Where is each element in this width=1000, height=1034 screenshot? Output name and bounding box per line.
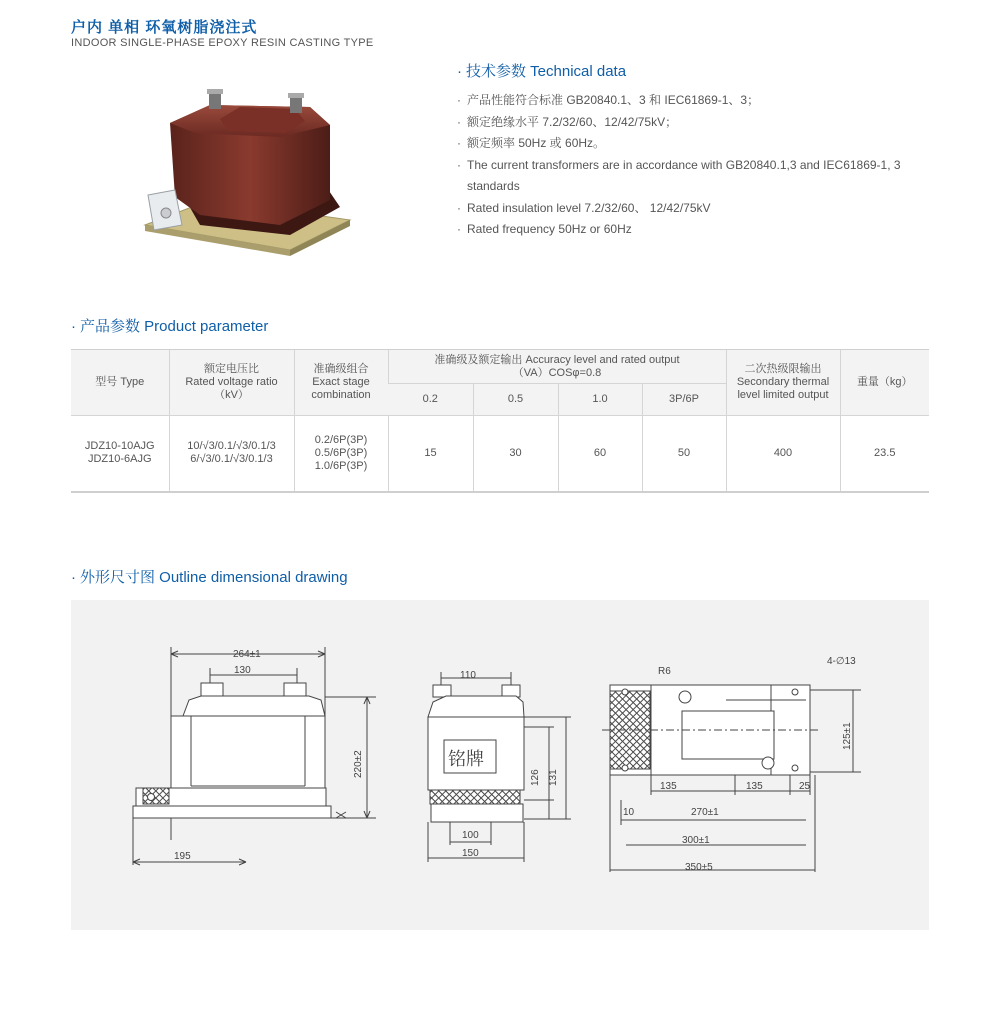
tech-item: · 产品性能符合标准 GB20840.1、3 和 IEC61869-1、3； (457, 93, 760, 107)
tech-item: · 额定频率 50Hz 或 60Hz。 (457, 136, 606, 150)
cell-output-1-0: 60 (558, 416, 642, 492)
nameplate-label: 铭牌 (448, 749, 484, 769)
dim-126: 126 (530, 769, 541, 786)
dim-10: 10 (623, 807, 635, 818)
product-parameter-heading: · 产品参数 Product parameter (71, 318, 269, 335)
dim-125: 125±1 (842, 722, 853, 750)
dim-220: 220±2 (353, 750, 364, 778)
header-accuracy-0-2: 0.2 (388, 384, 473, 416)
table-row (71, 416, 929, 492)
product-photo (140, 85, 360, 260)
tech-item: · The current transformers are in accordance with GB20840.1,3 and IEC61869-1, 3 standards (457, 157, 901, 193)
cell-weight: 23.5 (840, 416, 929, 492)
header-accuracy-0-5: 0.5 (473, 384, 558, 416)
dim-110: 110 (460, 670, 476, 681)
header-voltage-ratio: 额定电压比 Rated voltage ratio （kV） (169, 350, 294, 416)
cell-model: JDZ10-10AJG JDZ10-6AJG (71, 416, 169, 492)
header-combination: 准确级组合 Exact stage combination (294, 350, 388, 416)
outline-drawing (71, 600, 929, 930)
outline-drawing-heading: · 外形尺寸图 Outline dimensional drawing (71, 569, 348, 586)
technical-data-heading: · 技术参数 Technical data (457, 63, 627, 80)
dim-131: 131 (548, 769, 559, 786)
label-holes: 4-∅13 (827, 656, 856, 667)
header-accuracy-1-0: 1.0 (558, 384, 642, 416)
technical-data-list (457, 90, 927, 241)
dim-350: 350±5 (685, 862, 713, 873)
outline-drawing-panel (71, 600, 929, 930)
dim-264: 264±1 (233, 649, 261, 660)
header-model: 型号 Type (71, 350, 169, 416)
cell-output-0-2: 15 (388, 416, 473, 492)
dim-270: 270±1 (691, 807, 719, 818)
header-weight: 重量（kg） (840, 350, 929, 416)
cell-ratio: 10/√3/0.1/√3/0.1/3 6/√3/0.1/√3/0.1/3 (169, 416, 294, 492)
tech-item: · Rated frequency 50Hz or 60Hz (457, 222, 632, 236)
dim-150: 150 (462, 848, 479, 859)
dim-25: 25 (799, 781, 811, 792)
top-view (602, 685, 861, 872)
dim-195: 195 (174, 851, 191, 862)
header-accuracy-output: 准确级及额定输出 Accuracy level and rated output （VA）COSφ=0.8 (388, 350, 726, 384)
product-parameter-table (71, 349, 929, 493)
cell-output-0-5: 30 (473, 416, 558, 492)
dim-130: 130 (234, 665, 251, 676)
cell-output-3p6p: 50 (642, 416, 726, 492)
label-r6: R6 (658, 666, 671, 677)
header-accuracy-3p6p: 3P/6P (642, 384, 726, 416)
dim-135-right: 135 (746, 781, 763, 792)
dim-135-left: 135 (660, 781, 677, 792)
cell-thermal: 400 (726, 416, 840, 492)
cell-combination: 0.2/6P(3P) 0.5/6P(3P) 1.0/6P(3P) (294, 416, 388, 492)
front-view (133, 647, 376, 865)
header-thermal-output: 二次热级限输出 Secondary thermal level limited output (726, 350, 840, 416)
product-title-en: INDOOR SINGLE-PHASE EPOXY RESIN CASTING TYPE (71, 37, 374, 49)
product-title-cn: 户内 单相 环氧树脂浇注式 (71, 19, 258, 36)
dim-300: 300±1 (682, 835, 710, 846)
dim-100: 100 (462, 830, 479, 841)
tech-item: · Rated insulation level 7.2/32/60、 12/42/75kV (457, 200, 711, 215)
tech-item: · 额定绝缘水平 7.2/32/60、12/42/75kV； (457, 114, 678, 129)
